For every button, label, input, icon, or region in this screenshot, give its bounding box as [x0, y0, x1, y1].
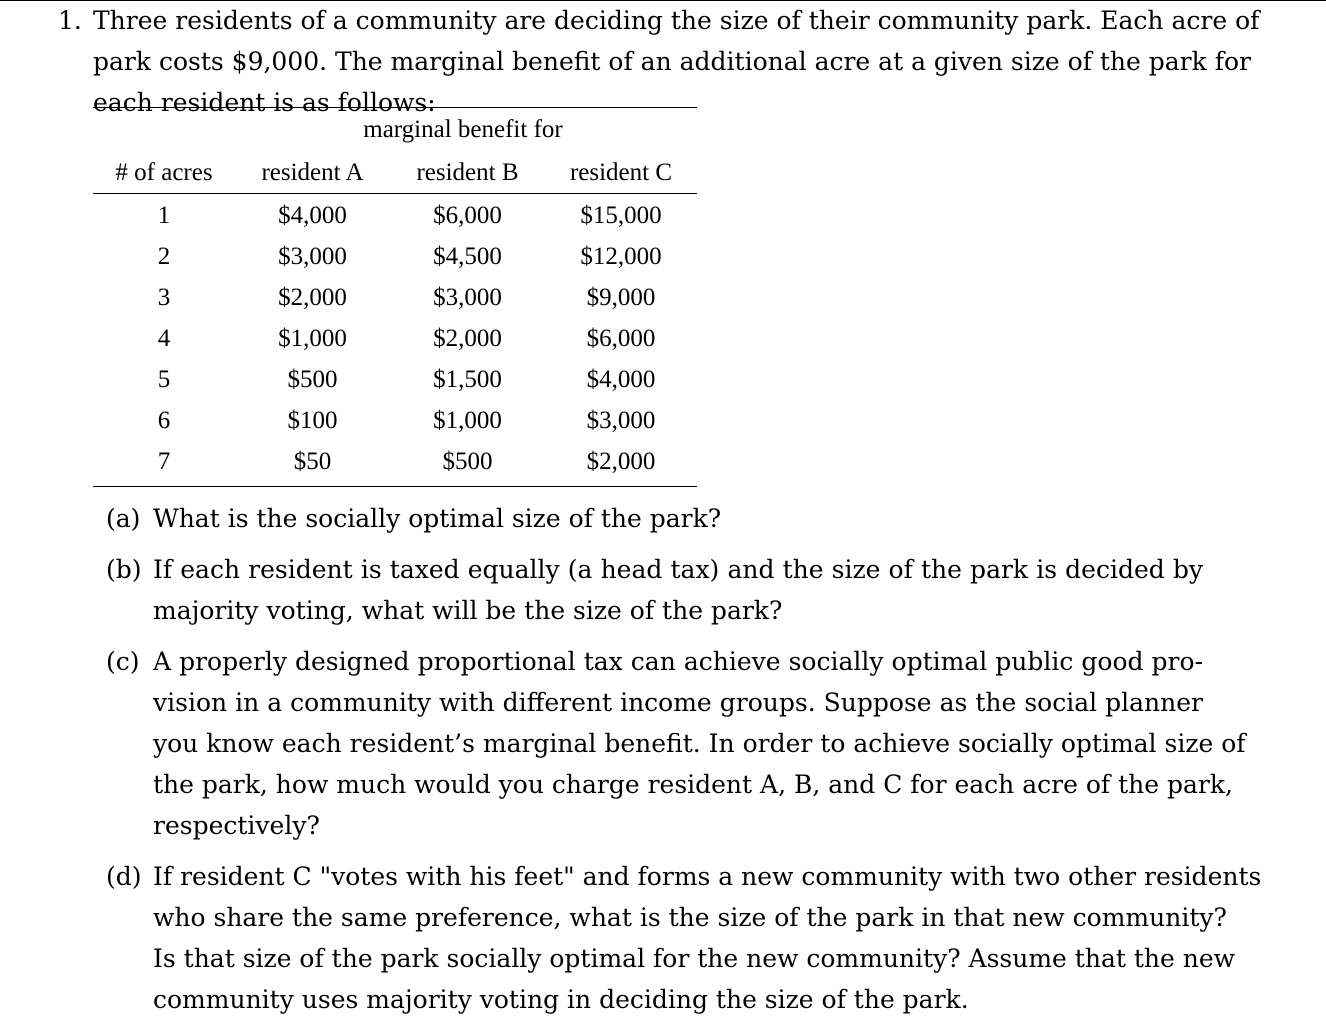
- cell-resident-a: $3,000: [278, 243, 347, 270]
- question-label: (b): [106, 555, 142, 584]
- cell-resident-b: $4,500: [433, 243, 502, 270]
- group-header-label: marginal benefit for: [363, 116, 563, 143]
- question-d: [106, 856, 1262, 1020]
- problem-line-3: each resident is as follows:: [93, 88, 436, 117]
- cell-acres: 2: [157, 243, 171, 270]
- cell-resident-b: $1,000: [433, 407, 502, 434]
- cell-resident-a: $4,000: [278, 202, 347, 229]
- table-bottom-rule: [93, 486, 697, 487]
- table-body: [93, 194, 697, 486]
- question-line: If each resident is taxed equally (a head tax) and the size of the park is decided by: [153, 555, 1203, 584]
- question-a: [106, 498, 1203, 539]
- cell-resident-c: $9,000: [586, 284, 656, 311]
- question-line: respectively?: [153, 811, 320, 840]
- cell-resident-a: $500: [287, 366, 338, 393]
- cell-acres: 6: [157, 407, 171, 434]
- question-line: If resident C "votes with his feet" and forms a new community with two other residents: [153, 862, 1262, 891]
- problem-line-2: park costs $9,000. The marginal benefit of an additional acre at a given size of the park for: [93, 47, 1251, 76]
- marginal-benefit-table: [93, 107, 697, 487]
- column-header-resident-b: resident B: [416, 159, 519, 186]
- column-header-resident-c: resident C: [569, 159, 673, 186]
- cell-resident-a: $50: [293, 448, 332, 475]
- question-line: What is the socially optimal size of the park?: [153, 504, 722, 533]
- cell-resident-b: $1,500: [433, 366, 502, 393]
- table-row: [93, 441, 697, 482]
- question-label: (a): [106, 504, 141, 533]
- cell-resident-c: $2,000: [586, 448, 656, 475]
- question-label: (c): [106, 647, 140, 676]
- sub-questions: [106, 498, 1262, 1020]
- cell-acres: 4: [157, 325, 171, 352]
- column-header-resident-a: resident A: [261, 159, 364, 186]
- table-row: [93, 318, 697, 359]
- question-line: majority voting, what will be the size of the park?: [153, 596, 783, 625]
- question-b: [106, 549, 1203, 631]
- question-label: (d): [106, 862, 142, 891]
- cell-resident-b: $500: [442, 448, 493, 475]
- cell-resident-b: $6,000: [433, 202, 502, 229]
- cell-resident-b: $3,000: [433, 284, 502, 311]
- cell-resident-a: $2,000: [278, 284, 347, 311]
- cell-resident-c: $15,000: [580, 202, 662, 229]
- table-row: [93, 195, 697, 236]
- question-line: the park, how much would you charge resident A, B, and C for each acre of the park,: [153, 770, 1233, 799]
- cell-resident-c: $4,000: [586, 366, 656, 393]
- question-line: community uses majority voting in deciding the size of the park.: [153, 985, 969, 1014]
- cell-acres: 5: [157, 366, 171, 393]
- cell-resident-c: $12,000: [580, 243, 662, 270]
- question-c: [106, 641, 1246, 846]
- table-row: [93, 236, 697, 277]
- table-row: [93, 400, 697, 441]
- question-line: who share the same preference, what is the size of the park in that new community?: [153, 903, 1227, 932]
- question-line: you know each resident’s marginal benefit. In order to achieve socially optimal size of: [153, 729, 1246, 758]
- problem-text-1: Three residents of a community are deciding the size of their community park. Each acre of: [93, 6, 1260, 35]
- table-column-headers: [93, 152, 697, 193]
- table-row: [93, 359, 697, 400]
- cell-resident-c: $6,000: [586, 325, 656, 352]
- table-row: [93, 277, 697, 318]
- problem-statement: [58, 0, 1260, 123]
- cell-resident-a: $100: [287, 407, 338, 434]
- cell-resident-b: $2,000: [433, 325, 502, 352]
- cell-resident-a: $1,000: [278, 325, 347, 352]
- cell-acres: 1: [157, 202, 171, 229]
- cell-resident-c: $3,000: [586, 407, 656, 434]
- problem-number: 1.: [58, 6, 82, 35]
- question-line: Is that size of the park socially optimal for the new community? Assume that the new: [153, 944, 1236, 973]
- cell-acres: 3: [157, 284, 171, 311]
- table-group-header: [93, 108, 697, 152]
- problem-line-1: [58, 0, 1260, 41]
- cell-acres: 7: [157, 448, 171, 475]
- question-line: A properly designed proportional tax can achieve socially optimal public good pro-: [153, 647, 1203, 676]
- column-header-acres: # of acres: [115, 159, 213, 186]
- question-line: vision in a community with different income groups. Suppose as the social planner: [153, 688, 1203, 717]
